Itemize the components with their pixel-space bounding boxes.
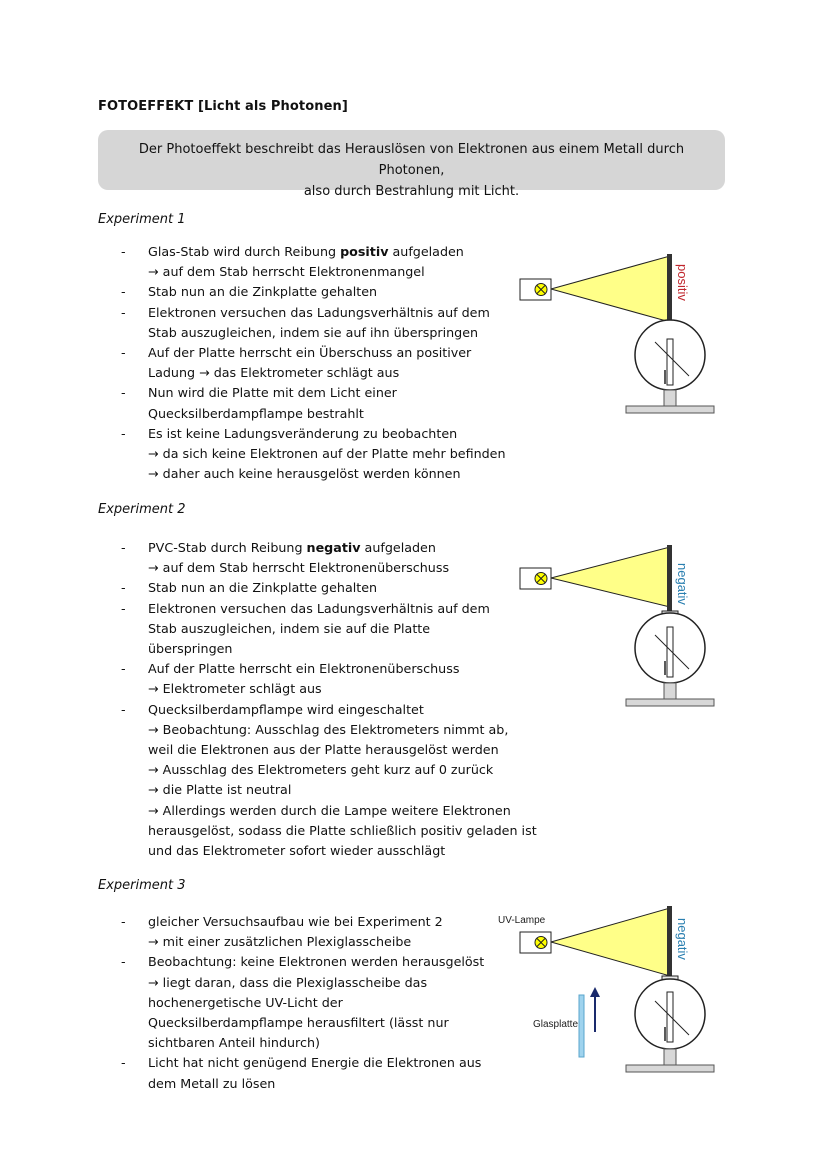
list-line: Stab auszugleichen, indem sie auf ihn überspringen bbox=[148, 324, 479, 340]
electrometer-stand bbox=[664, 1049, 676, 1065]
arrow-head-icon bbox=[590, 987, 600, 997]
list-line: gleicher Versuchsaufbau wie bei Experiment 2 bbox=[148, 914, 443, 929]
list-line: → liegt daran, dass die Plexiglasscheibe das bbox=[148, 974, 428, 990]
list-line: Auf der Platte herrscht ein Überschuss an positiver bbox=[148, 345, 472, 361]
experiment-1-figure bbox=[515, 250, 725, 422]
list-line: Beobachtung: keine Elektronen werden herausgelöst bbox=[148, 954, 485, 970]
list-item bbox=[121, 538, 521, 578]
bullet-dash: - bbox=[121, 244, 126, 259]
light-cone bbox=[551, 908, 670, 976]
experiment-2-list bbox=[121, 538, 537, 861]
bullet-dash: - bbox=[121, 580, 126, 596]
glass-plate-label: Glasplatte bbox=[533, 1019, 579, 1030]
list-line: Stab auszugleichen, indem sie auf die Platte bbox=[148, 620, 431, 636]
list-item bbox=[121, 599, 521, 660]
list-line: hochenergetische UV-Licht der bbox=[148, 994, 343, 1010]
list-item bbox=[121, 952, 521, 1053]
figure-charge-label: negativ bbox=[675, 563, 690, 605]
list-line: → Elektrometer schlägt aus bbox=[148, 681, 322, 697]
list-item bbox=[121, 383, 521, 423]
list-item bbox=[121, 1053, 521, 1093]
bullet-dash: - bbox=[121, 284, 126, 300]
list-line: PVC-Stab durch Reibung negativ aufgeladen bbox=[148, 540, 436, 555]
glass-plate bbox=[579, 995, 584, 1057]
zinc-plate bbox=[667, 906, 672, 976]
bullet-dash: - bbox=[121, 345, 126, 361]
list-line: Elektronen versuchen das Ladungsverhältnis auf dem bbox=[148, 600, 490, 616]
list-item bbox=[121, 242, 521, 282]
bullet-dash: - bbox=[121, 385, 126, 401]
list-item bbox=[121, 659, 521, 699]
list-line: Glas-Stab wird durch Reibung positiv aufgeladen bbox=[148, 244, 464, 259]
list-line: Quecksilberdampflampe wird eingeschaltet bbox=[148, 701, 424, 717]
list-item bbox=[121, 303, 521, 343]
list-line: → Allerdings werden durch die Lampe weitere Elektronen bbox=[148, 802, 511, 818]
list-line: Es ist keine Ladungsveränderung zu beobachten bbox=[148, 425, 458, 441]
list-line: und das Elektrometer sofort wieder ausschlägt bbox=[148, 843, 446, 859]
electrometer-stand bbox=[664, 390, 676, 406]
list-line: Licht hat nicht genügend Energie die Elektronen aus bbox=[148, 1055, 482, 1071]
experiment-3-heading: Experiment 3 bbox=[98, 878, 186, 893]
list-line: Stab nun an die Zinkplatte gehalten bbox=[148, 284, 378, 300]
light-cone bbox=[551, 547, 670, 607]
experiment-1-list bbox=[121, 242, 521, 484]
electrometer-base bbox=[626, 1065, 714, 1072]
list-line: → Ausschlag des Elektrometers geht kurz auf 0 zurück bbox=[148, 762, 494, 778]
list-line: überspringen bbox=[148, 641, 233, 657]
list-item bbox=[121, 912, 521, 952]
bullet-dash: - bbox=[121, 540, 126, 555]
intro-line: also durch Bestrahlung mit Licht. bbox=[303, 184, 520, 199]
list-line: sichtbaren Anteil hindurch) bbox=[148, 1035, 320, 1051]
list-line: dem Metall zu lösen bbox=[148, 1075, 276, 1091]
list-line: → die Platte ist neutral bbox=[148, 782, 292, 798]
list-item bbox=[121, 578, 521, 598]
electrometer-base bbox=[626, 699, 714, 706]
bullet-dash: - bbox=[121, 914, 126, 929]
list-line: weil die Elektronen aus der Platte herausgelöst werden bbox=[148, 742, 499, 758]
list-line: Nun wird die Platte mit dem Licht einer bbox=[148, 385, 397, 401]
intro-line: Der Photoeffekt beschreibt das Herauslösen von Elektronen aus einem Metall durch Photonen, bbox=[138, 142, 685, 178]
bullet-dash: - bbox=[121, 661, 126, 677]
bullet-dash: - bbox=[121, 600, 126, 616]
list-line: herausgelöst, sodass die Platte schließlich positiv geladen ist bbox=[148, 822, 537, 838]
zinc-plate bbox=[667, 254, 672, 324]
electrometer-rod bbox=[667, 339, 673, 385]
experiment-1-heading: Experiment 1 bbox=[98, 212, 186, 227]
list-line: Ladung → das Elektrometer schlägt aus bbox=[148, 365, 400, 381]
list-line: → mit einer zusätzlichen Plexiglasscheibe bbox=[148, 934, 412, 950]
experiment-2-heading: Experiment 2 bbox=[98, 502, 186, 517]
experiment-3-figure bbox=[495, 906, 725, 1076]
list-line: → auf dem Stab herrscht Elektronenüberschuss bbox=[148, 560, 450, 576]
bullet-dash: - bbox=[121, 701, 126, 717]
list-line: → auf dem Stab herrscht Elektronenmangel bbox=[148, 264, 425, 280]
list-item bbox=[121, 424, 521, 485]
light-cone bbox=[551, 256, 670, 322]
list-line: → Beobachtung: Ausschlag des Elektrometers nimmt ab, bbox=[148, 721, 509, 737]
bullet-dash: - bbox=[121, 1055, 126, 1071]
list-item bbox=[121, 700, 537, 862]
figure-charge-label: positiv bbox=[675, 264, 690, 301]
list-item bbox=[121, 343, 521, 383]
electrometer-stand bbox=[664, 683, 676, 699]
list-line: Auf der Platte herrscht ein Elektronenüberschuss bbox=[148, 661, 460, 677]
intro-box bbox=[98, 130, 725, 199]
experiment-3-list bbox=[121, 912, 521, 1094]
list-line: Stab nun an die Zinkplatte gehalten bbox=[148, 580, 378, 596]
list-item bbox=[121, 282, 521, 302]
list-line: → da sich keine Elektronen auf der Platte mehr befinden bbox=[148, 446, 506, 462]
uv-lamp-label: UV-Lampe bbox=[498, 915, 546, 926]
bullet-dash: - bbox=[121, 304, 126, 320]
bullet-dash: - bbox=[121, 425, 126, 441]
electrometer-rod bbox=[667, 992, 673, 1042]
page-title: FOTOEFFEKT [Licht als Photonen] bbox=[98, 99, 348, 114]
figure-charge-label: negativ bbox=[675, 918, 690, 960]
list-line: Elektronen versuchen das Ladungsverhältnis auf dem bbox=[148, 304, 490, 320]
list-line: → daher auch keine herausgelöst werden können bbox=[148, 466, 461, 482]
zinc-plate bbox=[667, 545, 672, 611]
experiment-2-figure bbox=[515, 545, 725, 717]
list-line: Quecksilberdampflampe bestrahlt bbox=[148, 405, 364, 421]
electrometer-base bbox=[626, 406, 714, 413]
bullet-dash: - bbox=[121, 954, 126, 970]
list-line: Quecksilberdampflampe herausfiltert (lässt nur bbox=[148, 1015, 449, 1031]
